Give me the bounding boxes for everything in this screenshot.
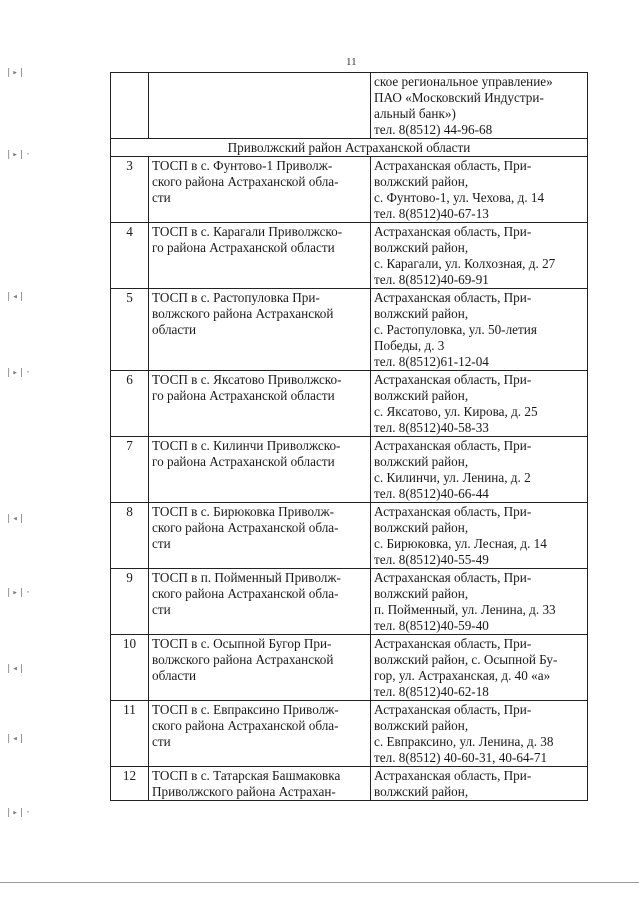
margin-mark: |▸|· xyxy=(6,150,32,160)
branch-name-line: ТОСП в с. Бирюковка Приволж- xyxy=(152,504,334,519)
branch-name-line: области xyxy=(152,322,197,337)
address-line: волжский район, xyxy=(374,174,469,189)
cell-address xyxy=(371,437,588,503)
branch-name-line: ТОСП в с. Килинчи Приволжско- xyxy=(152,438,341,453)
cell-branch-name xyxy=(149,73,371,139)
address-line: п. Пойменный, ул. Ленина, д. 33 xyxy=(374,602,556,617)
address-line: Астраханская область, При- xyxy=(374,438,532,453)
cell-address xyxy=(371,223,588,289)
cell-number: 7 xyxy=(111,437,149,503)
section-header-row xyxy=(111,139,588,157)
address-line: Астраханская область, При- xyxy=(374,636,532,651)
address-line: Победы, д. 3 xyxy=(374,338,445,353)
cell-number: 9 xyxy=(111,569,149,635)
address-line: тел. 8(8512)40-67-13 xyxy=(374,206,489,221)
branch-name-line: ТОСП в с. Татарская Башмаковка xyxy=(152,768,341,783)
cell-number: 12 xyxy=(111,767,149,801)
address-line: с. Евпраксино, ул. Ленина, д. 38 xyxy=(374,734,554,749)
address-line: тел. 8(8512)40-62-18 xyxy=(374,684,489,699)
cell-address xyxy=(371,157,588,223)
address-line: тел. 8(8512)40-55-49 xyxy=(374,552,489,567)
margin-mark: |▸|· xyxy=(6,808,32,818)
page-number: 11 xyxy=(346,56,357,68)
branch-name-line: ТОСП в с. Яксатово Приволжско- xyxy=(152,372,342,387)
branch-name-line: ТОСП в с. Карагали Приволжско- xyxy=(152,224,343,239)
branch-name-line: ского района Астраханской обла- xyxy=(152,718,339,733)
table-body xyxy=(111,73,588,801)
cell-number: 11 xyxy=(111,701,149,767)
address-line: волжский район, xyxy=(374,784,469,799)
branch-name-line: Приволжского района Астрахан- xyxy=(152,784,336,799)
table-row xyxy=(111,371,588,437)
branches-table xyxy=(110,72,588,801)
address-line: волжский район, xyxy=(374,306,469,321)
branch-name-line: сти xyxy=(152,734,171,749)
address-line: с. Бирюковка, ул. Лесная, д. 14 xyxy=(374,536,547,551)
section-title: Приволжский район Астраханской области xyxy=(111,139,588,157)
margin-mark: |▸|· xyxy=(6,368,32,378)
branch-name-line: области xyxy=(152,668,197,683)
branch-name-line: сти xyxy=(152,536,171,551)
cell-number: 5 xyxy=(111,289,149,371)
address-line: волжский район, xyxy=(374,718,469,733)
address-line: Астраханская область, При- xyxy=(374,158,532,173)
cell-address xyxy=(371,635,588,701)
address-line: тел. 8(8512) 44-96-68 xyxy=(374,122,493,137)
branch-name-line: ского района Астраханской обла- xyxy=(152,520,339,535)
table-row-continuation xyxy=(111,73,588,139)
address-line: тел. 8(8512)40-58-33 xyxy=(374,420,489,435)
branch-name-line: ТОСП в п. Пойменный Приволж- xyxy=(152,570,341,585)
branch-name-line: ского района Астраханской обла- xyxy=(152,586,339,601)
margin-mark: |◂| xyxy=(6,664,26,674)
branch-name-line: сти xyxy=(152,190,171,205)
address-line: волжский район, xyxy=(374,520,469,535)
table-row xyxy=(111,289,588,371)
cell-address xyxy=(371,569,588,635)
address-line: Астраханская область, При- xyxy=(374,372,532,387)
cell-address xyxy=(371,289,588,371)
cell-branch-name xyxy=(149,371,371,437)
table-row xyxy=(111,569,588,635)
address-line: Астраханская область, При- xyxy=(374,570,532,585)
address-line: ское региональное управление» xyxy=(374,74,553,89)
address-line: ПАО «Московский Индустри- xyxy=(374,90,544,105)
page-bottom-rule xyxy=(0,882,639,883)
address-line: Астраханская область, При- xyxy=(374,768,532,783)
address-line: волжский район, xyxy=(374,586,469,601)
branch-name-line: ТОСП в с. Растопуловка При- xyxy=(152,290,320,305)
branch-name-line: го района Астраханской области xyxy=(152,388,335,403)
address-line: с. Килинчи, ул. Ленина, д. 2 xyxy=(374,470,531,485)
address-line: волжский район, xyxy=(374,240,469,255)
cell-branch-name xyxy=(149,437,371,503)
address-line: Астраханская область, При- xyxy=(374,504,532,519)
address-line: Астраханская область, При- xyxy=(374,224,532,239)
address-line: тел. 8(8512)40-69-91 xyxy=(374,272,489,287)
address-line: тел. 8(8512)61-12-04 xyxy=(374,354,489,369)
address-line: Астраханская область, При- xyxy=(374,702,532,717)
cell-branch-name xyxy=(149,223,371,289)
cell-address xyxy=(371,701,588,767)
cell-number: 3 xyxy=(111,157,149,223)
cell-address xyxy=(371,73,588,139)
branch-name-line: го района Астраханской области xyxy=(152,240,335,255)
cell-branch-name xyxy=(149,289,371,371)
address-line: волжский район, с. Осыпной Бу- xyxy=(374,652,558,667)
cell-branch-name xyxy=(149,503,371,569)
cell-number: 4 xyxy=(111,223,149,289)
address-line: альный банк») xyxy=(374,106,456,121)
address-line: с. Карагали, ул. Колхозная, д. 27 xyxy=(374,256,556,271)
address-line: тел. 8(8512) 40-60-31, 40-64-71 xyxy=(374,750,548,765)
table-row xyxy=(111,701,588,767)
table-row xyxy=(111,503,588,569)
branch-name-line: ТОСП в с. Осыпной Бугор При- xyxy=(152,636,332,651)
address-line: с. Яксатово, ул. Кирова, д. 25 xyxy=(374,404,538,419)
cell-branch-name xyxy=(149,635,371,701)
cell-number xyxy=(111,73,149,139)
address-line: с. Растопуловка, ул. 50-летия xyxy=(374,322,537,337)
branch-name-line: волжского района Астраханской xyxy=(152,306,334,321)
cell-number: 6 xyxy=(111,371,149,437)
table-row xyxy=(111,437,588,503)
table-row xyxy=(111,767,588,801)
address-line: тел. 8(8512)40-59-40 xyxy=(374,618,489,633)
cell-branch-name xyxy=(149,157,371,223)
cell-number: 8 xyxy=(111,503,149,569)
address-line: тел. 8(8512)40-66-44 xyxy=(374,486,489,501)
branch-name-line: волжского района Астраханской xyxy=(152,652,334,667)
table-row xyxy=(111,635,588,701)
cell-address xyxy=(371,503,588,569)
margin-mark: |◂| xyxy=(6,292,26,302)
table-row xyxy=(111,157,588,223)
cell-branch-name xyxy=(149,569,371,635)
cell-number: 10 xyxy=(111,635,149,701)
table-row xyxy=(111,223,588,289)
address-line: гор, ул. Астраханская, д. 40 «а» xyxy=(374,668,551,683)
address-line: волжский район, xyxy=(374,454,469,469)
margin-mark: |◂| xyxy=(6,514,26,524)
branch-name-line: сти xyxy=(152,602,171,617)
cell-branch-name xyxy=(149,767,371,801)
cell-address xyxy=(371,767,588,801)
margin-mark: |▸| xyxy=(6,68,26,78)
cell-branch-name xyxy=(149,701,371,767)
branch-name-line: ского района Астраханской обла- xyxy=(152,174,339,189)
margin-mark: |▸|· xyxy=(6,588,32,598)
branch-name-line: го района Астраханской области xyxy=(152,454,335,469)
address-line: с. Фунтово-1, ул. Чехова, д. 14 xyxy=(374,190,545,205)
address-line: Астраханская область, При- xyxy=(374,290,532,305)
branch-name-line: ТОСП в с. Евпраксино Приволж- xyxy=(152,702,339,717)
margin-mark: |◂| xyxy=(6,734,26,744)
address-line: волжский район, xyxy=(374,388,469,403)
cell-address xyxy=(371,371,588,437)
branch-name-line: ТОСП в с. Фунтово-1 Приволж- xyxy=(152,158,333,173)
